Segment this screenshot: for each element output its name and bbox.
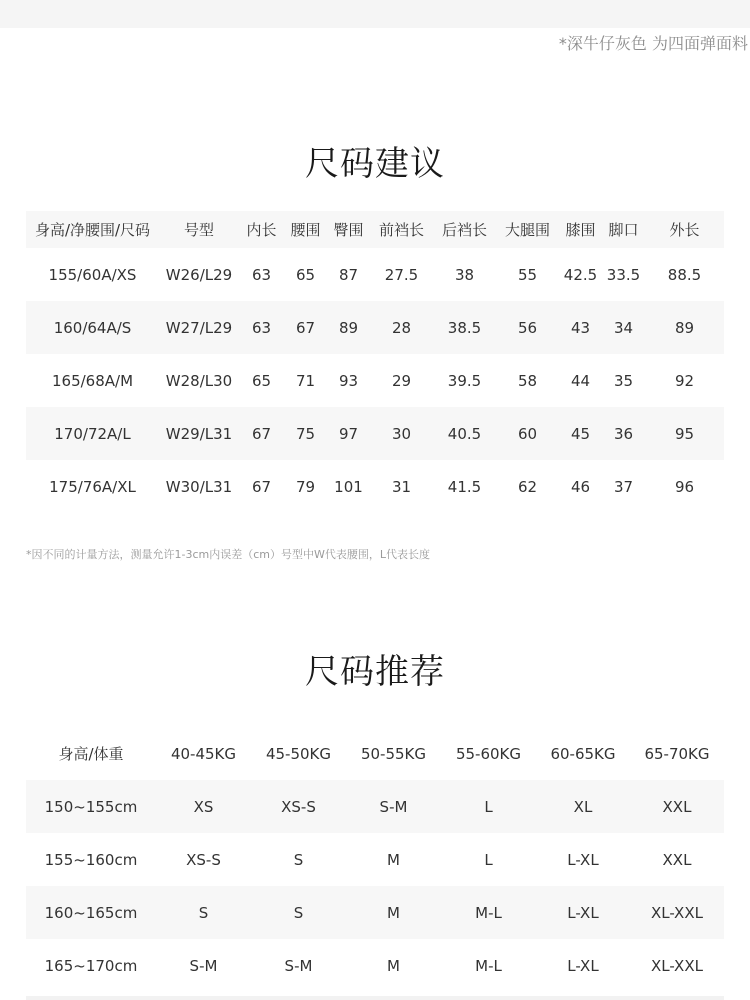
table-cell: XS (193, 797, 214, 816)
table-row (26, 248, 724, 301)
table-cell: 175/76A/XL (49, 477, 136, 496)
table-cell: 37 (613, 477, 634, 496)
column-header: 大腿围 (504, 221, 550, 239)
column-header: 50-55KG (360, 744, 427, 763)
table-cell: W30/L31 (165, 477, 233, 496)
table-cell: 65 (295, 265, 316, 284)
table-cell: 42.5 (563, 265, 598, 284)
table-cell: 75 (295, 424, 316, 443)
measurement-footnote: *因不同的计量方法，测量允许1-3cm内误差（cm）号型中W代表腰围，L代表长度 (26, 548, 430, 561)
table-cell: S-M (189, 956, 218, 975)
table-row (26, 407, 724, 460)
table-cell: 96 (674, 477, 695, 496)
table-cell: XL-XXL (651, 903, 703, 922)
fabric-note: *深牛仔灰色 为四面弹面料 (558, 34, 748, 53)
table-cell: S (293, 903, 304, 922)
column-header: 55-60KG (455, 744, 522, 763)
table-cell: W26/L29 (165, 265, 233, 284)
size-recommendation-title: 尺码推荐 (305, 652, 445, 692)
column-header: 身高/净腰围/尺码 (34, 221, 151, 239)
column-header: 臀围 (333, 221, 364, 239)
table-cell: 67 (251, 424, 272, 443)
top-band (0, 0, 750, 28)
table-cell: 43 (570, 318, 591, 337)
table-cell: W29/L31 (165, 424, 233, 443)
size-suggestion-title: 尺码建议 (305, 144, 445, 184)
table-cell: W28/L30 (165, 371, 233, 390)
table-cell: S (198, 903, 209, 922)
table-cell: 95 (674, 424, 695, 443)
table-cell: 56 (517, 318, 538, 337)
column-header: 腰围 (290, 221, 321, 239)
table-cell: 92 (674, 371, 695, 390)
table-cell: M-L (475, 903, 502, 922)
table-cell: 89 (338, 318, 359, 337)
table-row (26, 460, 724, 513)
table-row (26, 780, 724, 833)
table-cell: 44 (570, 371, 591, 390)
table-cell: L (484, 797, 493, 816)
bottom-divider (26, 996, 724, 1000)
column-header: 前裆长 (378, 221, 424, 239)
table-cell: 79 (295, 477, 316, 496)
table-cell: S (293, 850, 304, 869)
table-header-row (26, 211, 724, 248)
table-cell: 28 (391, 318, 412, 337)
table-cell: 89 (674, 318, 695, 337)
table-cell: 65 (251, 371, 272, 390)
table-row (26, 301, 724, 354)
table-cell: XS-S (186, 850, 221, 869)
table-cell: 165~170cm (44, 956, 138, 975)
table-cell: S-M (379, 797, 408, 816)
table-cell: 93 (338, 371, 359, 390)
table-cell: 34 (613, 318, 634, 337)
table-row (26, 833, 724, 886)
table-cell: 160/64A/S (53, 318, 132, 337)
table-cell: 170/72A/L (54, 424, 131, 443)
column-header: 65-70KG (644, 744, 710, 763)
table-cell: 27.5 (384, 265, 419, 284)
column-header: 60-65KG (550, 744, 616, 763)
table-cell: S-M (284, 956, 313, 975)
table-cell: 39.5 (447, 371, 482, 390)
table-cell: XXL (662, 797, 692, 816)
size-recommendation-table (26, 727, 724, 992)
table-cell: XL (573, 797, 593, 816)
table-cell: 46 (570, 477, 591, 496)
table-cell: 35 (613, 371, 634, 390)
table-row (26, 939, 724, 992)
table-cell: 38 (454, 265, 475, 284)
table-header-row (26, 727, 724, 780)
table-row (26, 354, 724, 407)
table-cell: 55 (517, 265, 538, 284)
column-header: 身高/体重 (58, 745, 124, 763)
table-cell: 71 (295, 371, 316, 390)
table-cell: 155/60A/XS (48, 265, 137, 284)
table-cell: M (387, 956, 400, 975)
table-cell: 62 (517, 477, 538, 496)
column-header: 40-45KG (170, 744, 237, 763)
table-cell: M-L (475, 956, 502, 975)
column-header: 脚口 (608, 221, 639, 239)
table-cell: M (387, 903, 400, 922)
column-header: 45-50KG (265, 744, 332, 763)
table-cell: 29 (391, 371, 412, 390)
table-cell: 31 (391, 477, 412, 496)
table-cell: 67 (251, 477, 272, 496)
table-cell: 101 (334, 477, 363, 496)
table-cell: XS-S (281, 797, 316, 816)
table-cell: XXL (662, 850, 692, 869)
table-cell: 87 (338, 265, 359, 284)
table-cell: 60 (517, 424, 538, 443)
column-header: 外长 (669, 221, 700, 239)
table-cell: 36 (613, 424, 634, 443)
table-cell: 63 (251, 265, 272, 284)
table-cell: L-XL (567, 903, 599, 922)
table-cell: 45 (570, 424, 591, 443)
size-suggestion-table (26, 211, 724, 513)
table-cell: M (387, 850, 400, 869)
column-header: 号型 (183, 221, 214, 239)
table-cell: 160~165cm (44, 903, 138, 922)
table-cell: 40.5 (447, 424, 482, 443)
table-cell: 165/68A/M (51, 371, 134, 390)
column-header: 内长 (246, 221, 277, 239)
table-cell: 150~155cm (44, 797, 138, 816)
table-cell: L (484, 850, 493, 869)
table-cell: 63 (251, 318, 272, 337)
table-cell: 97 (338, 424, 359, 443)
table-cell: 67 (295, 318, 316, 337)
table-cell: 58 (517, 371, 538, 390)
table-cell: L-XL (567, 956, 599, 975)
table-cell: 41.5 (447, 477, 482, 496)
table-cell: 30 (391, 424, 412, 443)
table-cell: W27/L29 (165, 318, 233, 337)
table-cell: 155~160cm (44, 850, 138, 869)
table-cell: XL-XXL (651, 956, 703, 975)
table-cell: 38.5 (447, 318, 482, 337)
table-cell: 88.5 (667, 265, 702, 284)
column-header: 膝围 (565, 221, 596, 239)
table-cell: L-XL (567, 850, 599, 869)
table-cell: 33.5 (606, 265, 641, 284)
column-header: 后裆长 (441, 221, 487, 239)
table-row (26, 886, 724, 939)
